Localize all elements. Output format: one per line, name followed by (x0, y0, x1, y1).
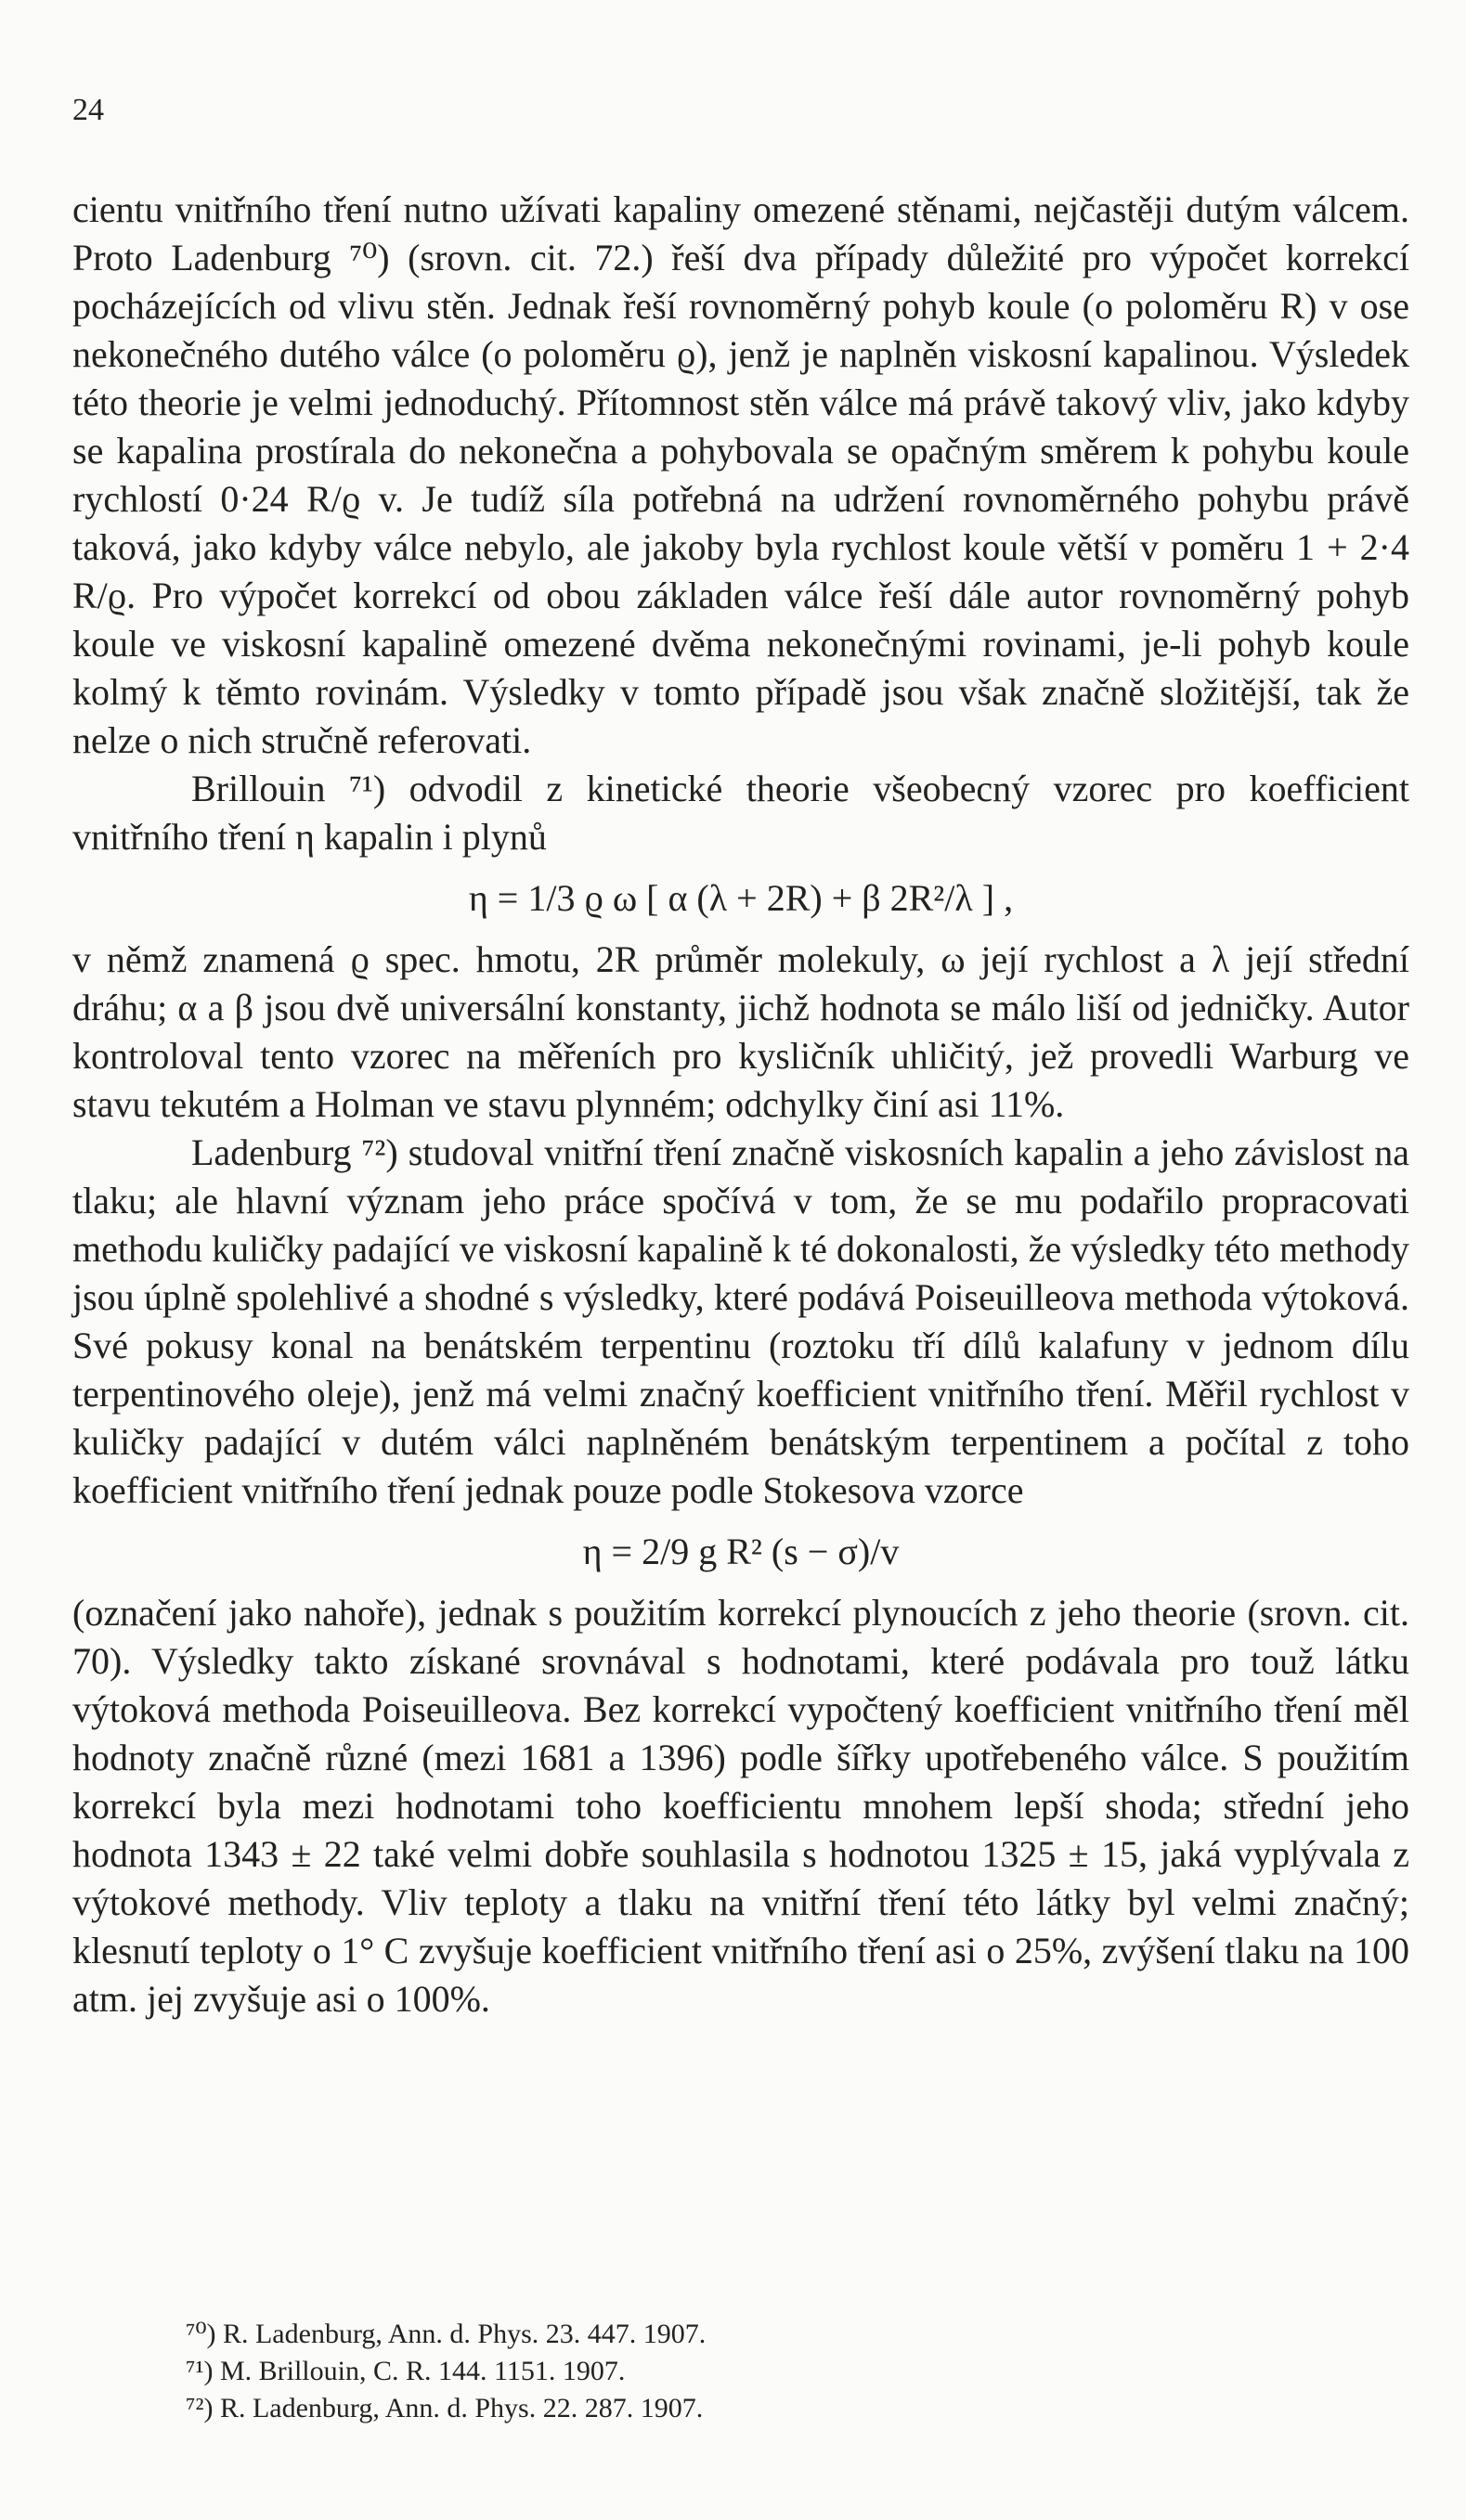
footnote-72: ⁷²) R. Ladenburg, Ann. d. Phys. 22. 287. 1907. (186, 2393, 704, 2423)
page-number: 24 (72, 93, 104, 127)
footnote-70: ⁷⁰) R. Ladenburg, Ann. d. Phys. 23. 447. 1907. (186, 2319, 707, 2349)
stokes-formula: η = 2/9 g R² (s − σ)/v (582, 1531, 900, 1572)
paragraph-2: Brillouin ⁷¹) odvodil z kinetické theorie všeobecný vzorec pro koefficient vnitřního tření η kapalin i plynů (72, 768, 1409, 858)
footnotes (186, 2316, 706, 2427)
paragraph-1: cientu vnitřního tření nutno užívati kapaliny omezené stěnami, nejčastěji dutým válcem. Proto Ladenburg ⁷⁰) (srovn. cit. 72.) řeší dva případy důležité pro výpočet korrekcí pocházejících od vlivu stěn. Jednak řeší rovnoměrný pohyb koule (o poloměru R) v ose nekonečného dutého válce (o poloměru ϱ), jenž je naplněn viskosní kapalinou. Výsledek této theorie je velmi jednoduchý. Přítomnost stěn válce má právě takový vliv, jako kdyby se kapalina prostírala do nekonečna a pohybovala se opačným směrem k pohybu koule rychlostí 0·24 R/ϱ v. Je tudíž síla potřebná na udržení rovnoměrného pohybu právě taková, jako kdyby válce nebylo, ale jakoby byla rychlost koule větší v poměru 1 + 2·4 R/ϱ. Pro výpočet korrekcí od obou základen válce řeší dále autor rovnoměrný pohyb koule ve viskosní kapalině omezené dvěma nekonečnými rovinami, je-li pohyb koule kolmý k těmto rovinám. Výsledky v tomto případě jsou však značně složitější, tak že nelze o nich stručně referovati. (72, 188, 1409, 761)
footnote-71: ⁷¹) M. Brillouin, C. R. 144. 1151. 1907. (186, 2356, 626, 2386)
paragraph-3: v němž znamená ϱ spec. hmotu, 2R průměr molekuly, ω její rychlost a λ její střední dráhu; α a β jsou dvě universální konstanty, jichž hodnota se málo liší od jedničky. Autor kontroloval tento vzorec na měřeních pro kysličník uhličitý, jež provedli Warburg ve stavu tekutém a Holman ve stavu plynném; odchylky činí asi 11%. (72, 938, 1409, 1125)
paragraph-4: Ladenburg ⁷²) studoval vnitřní tření značně viskosních kapalin a jeho závislost na tlaku; ale hlavní význam jeho práce spočívá v tom, že se mu podařilo propracovati methodu kuličky padající ve viskosní kapalině k té dokonalosti, že výsledky této methody jsou úplně spolehlivé a shodné s výsledky, které podává Poiseuilleova methoda výtoková. Své pokusy konal na benátském terpentinu (roztoku tří dílů kalafuny v jednom dílu terpentinového oleje), jenž má velmi značný koefficient vnitřního tření. Měřil rychlost v kuličky padající v dutém válci naplněném benátským terpentinem a počítal z toho koefficient vnitřního tření jednak pouze podle Stokesova vzorce (72, 1131, 1409, 1511)
paragraph-5: (označení jako nahoře), jednak s použitím korrekcí plynoucích z jeho theorie (srovn. cit. 70). Výsledky takto získané srovnával s hodnotami, které podávala pro touž látku výtoková methoda Poiseuilleova. Bez korrekcí vypočtený koefficient vnitřního tření měl hodnoty značně různé (mezi 1681 a 1396) podle šířky upotřebeného válce. S použitím korrekcí byla mezi hodnotami toho koefficientu mnohem lepší shoda; střední jeho hodnota 1343 ± 22 také velmi dobře souhlasila s hodnotou 1325 ± 15, jaká vyplývala z výtokové methody. Vliv teploty a tlaku na vnitřní tření této látky byl velmi značný; klesnutí teploty o 1° C zvyšuje koefficient vnitřního tření asi o 25%, zvýšení tlaku na 100 atm. jej zvyšuje asi o 100%. (72, 1592, 1409, 2020)
brillouin-formula: η = 1/3 ϱ ω [ α (λ + 2R) + β 2R²/λ ] , (468, 877, 1014, 919)
main-text (72, 186, 1409, 2023)
